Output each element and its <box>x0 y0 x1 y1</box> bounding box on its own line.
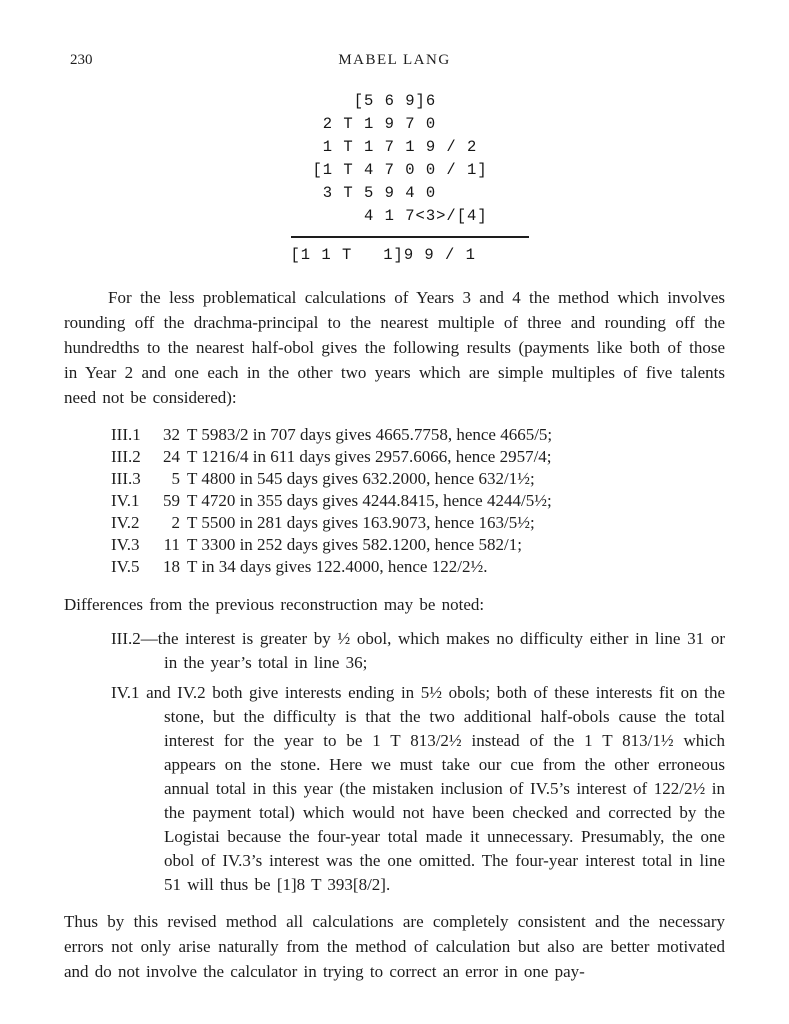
result-row <box>111 556 725 578</box>
result-talents: 32 <box>163 425 180 444</box>
note-text: —the interest is greater by ½ obol, which makes no difficulty either in line 31 or in the year’s total in line 36; <box>140 629 725 672</box>
calc-row-3: 1 T 1 7 1 9 / 2 <box>312 138 478 156</box>
sum-rule <box>291 236 529 238</box>
result-talents: 18 <box>163 557 180 576</box>
calc-row-5: 3 T 5 9 4 0 <box>312 184 437 202</box>
note-label: III.2 <box>111 629 141 648</box>
calc-row-1: [5 6 9]6 <box>312 92 437 110</box>
result-label: III.3 <box>111 469 141 488</box>
result-label: IV.3 <box>111 535 140 554</box>
result-row <box>111 512 725 534</box>
notes-list <box>111 627 725 897</box>
running-head: MABEL LANG <box>338 52 451 68</box>
intro-paragraph: For the less problematical calculations of Years 3 and 4 the method which involves rounding off the drachma-principal to the nearest multiple of three and rounding off the hundredths to the nearest half-obol gives the following results (payments like both of those in Year 2 and one each in the other two years which are simple multiples of five talents need not be considered): <box>64 288 725 407</box>
differences-paragraph: Differences from the previous reconstruction may be noted: <box>64 595 485 614</box>
result-text: T 5500 in 281 days gives 163.9073, hence 163/5½; <box>187 513 535 532</box>
result-talents: 24 <box>163 447 180 466</box>
note-label: IV.1 and IV.2 <box>111 683 206 702</box>
note-text: both give interests ending in 5½ obols; both of these interests fit on the stone, but the difficulty is that the two additional half-obols cause the total interest for the year to be 1 T 813/2½ instead of the 1 T 813/1½ which appears on the stone. Here we must take our cue from the other erroneous annual total in this year (the mistaken inclusion of IV.5’s interest of 122/2½ in the payment total) which would not have been checked and corrected by the Logistai because the four-year total made it unnecessary. Presumably, the one obol of IV.3’s interest was the one omitted. The four-year interest total in line 51 will thus be [1]8 T 393[8/2]. <box>164 683 725 894</box>
closing-paragraph: Thus by this revised method all calculations are completely consistent and the necessary errors not only arise naturally from the method of calculation but also are better motivated and do not involve the calculator in trying to correct an error in one pay- <box>64 912 725 981</box>
result-row <box>111 534 725 556</box>
result-row <box>111 446 725 468</box>
result-text: T in 34 days gives 122.4000, hence 122/2½. <box>187 557 488 576</box>
calc-row-4: [1 T 4 7 0 0 / 1] <box>312 161 488 179</box>
result-label: IV.2 <box>111 513 140 532</box>
result-row <box>111 490 725 512</box>
page-header <box>64 50 725 70</box>
result-row <box>111 424 725 446</box>
page-number: 230 <box>70 52 93 68</box>
results-list <box>111 424 725 578</box>
result-label: IV.5 <box>111 557 140 576</box>
calculation-addends <box>291 90 531 228</box>
calculation-table <box>291 90 531 267</box>
note-iv1-iv2 <box>111 681 725 897</box>
note-iii2 <box>111 627 725 675</box>
result-label: III.2 <box>111 447 141 466</box>
calc-row-2: 2 T 1 9 7 0 <box>312 115 437 133</box>
result-row <box>111 468 725 490</box>
result-label: III.1 <box>111 425 141 444</box>
result-talents: 2 <box>171 513 180 532</box>
result-text: T 4720 in 355 days gives 4244.8415, hence 4244/5½; <box>187 491 552 510</box>
result-text: T 5983/2 in 707 days gives 4665.7758, hence 4665/5; <box>187 425 553 444</box>
result-talents: 59 <box>163 491 180 510</box>
result-talents: 11 <box>163 535 180 554</box>
result-text: T 1216/4 in 611 days gives 2957.6066, hence 2957/4; <box>187 447 552 466</box>
result-text: T 3300 in 252 days gives 582.1200, hence 582/1; <box>187 535 522 554</box>
calc-row-6: 4 1 7<3>/[4] <box>312 207 488 225</box>
result-text: T 4800 in 545 days gives 632.2000, hence 632/1½; <box>187 469 535 488</box>
result-label: IV.1 <box>111 491 140 510</box>
result-talents: 5 <box>171 469 180 488</box>
sum-total-row: [1 1 T 1]9 9 / 1 <box>290 246 476 264</box>
